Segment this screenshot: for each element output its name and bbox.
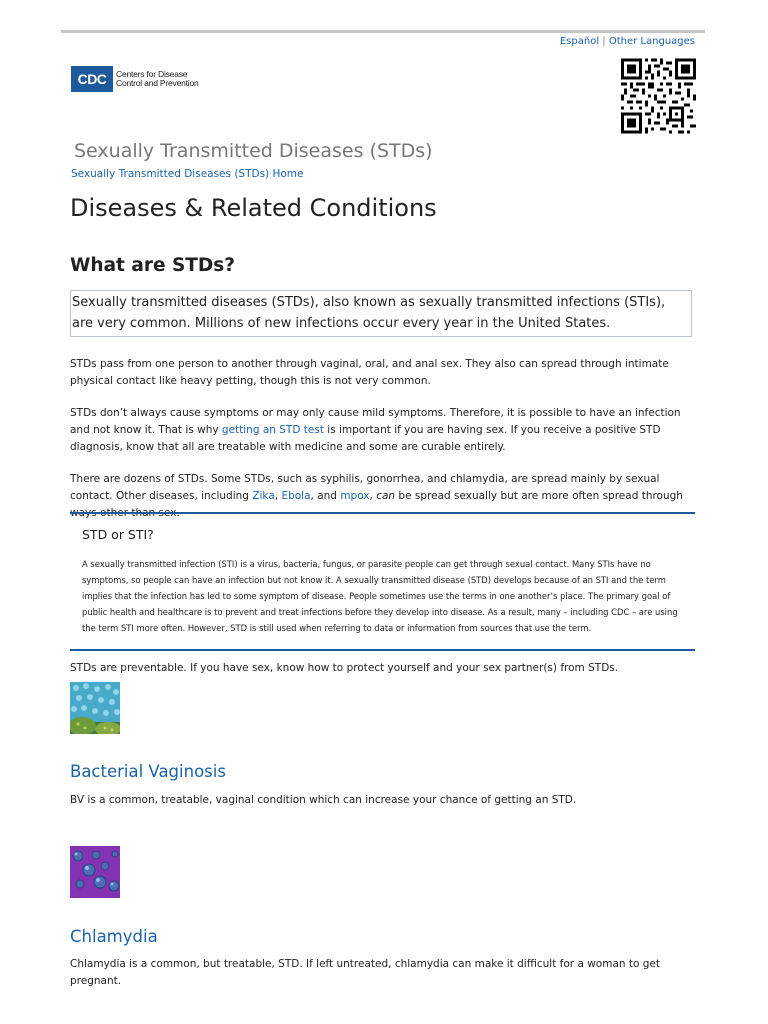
- bacterial-vaginosis-link[interactable]: Bacterial Vaginosis: [70, 762, 226, 781]
- cdc-logo-mark: CDC: [71, 66, 113, 92]
- separator: ,: [369, 490, 377, 502]
- separator: , and: [310, 490, 341, 502]
- callout-body: A sexually transmitted infection (STI) is a virus, bacteria, fungus, or parasite people can get through sexual contact. Many STIs have no symptoms, so people can have an infection but not know it. A sexually transmitted disease (STD) develops because of an STI and the term implies that the infection has led to some symptom of disease. People sometimes use the terms in one another’s place. The primary goal of public health and healthcare is to prevent and treat infections before they develop into disease. As a result, many – including CDC – are using the term STI more often. However, STD is still used when referring to data or information from sources that use the term.: [82, 559, 678, 633]
- paragraph-prevention: STDs are preventable. If you have sex, know how to protect yourself and your sex partner(s) from STDs.: [70, 662, 619, 674]
- logo-line-2: Control and Prevention: [116, 78, 199, 88]
- chlamydia-image[interactable]: [70, 846, 120, 898]
- other-languages-link[interactable]: Other Languages: [608, 36, 695, 47]
- paragraph-types-end: be spread sexually but are more often spread through ways other than sex.: [70, 490, 683, 519]
- paragraph-symptoms-end: is important if you are having sex. If you receive a positive STD diagnosis, know that all are treatable with medicine and some are curable entirely.: [70, 424, 661, 453]
- breadcrumb-home-link[interactable]: Sexually Transmitted Diseases (STDs) Home: [71, 168, 304, 180]
- language-separator: |: [602, 36, 606, 47]
- language-links: [560, 36, 695, 47]
- lead-paragraph: Sexually transmitted diseases (STDs), also known as sexually transmitted infections (STIs), are very common. Millions of new infections occur every year in the United States.: [70, 290, 692, 337]
- site-title: Sexually Transmitted Diseases (STDs): [74, 140, 433, 162]
- emphasis-can: can: [376, 490, 396, 502]
- logo-line-1: Centers for Disease: [116, 69, 188, 79]
- page-title: Diseases & Related Conditions: [70, 194, 437, 222]
- section-heading: What are STDs?: [70, 255, 235, 276]
- paragraph-types-start: There are dozens of STDs. Some STDs, such as syphilis, gonorrhea, and chlamydia, are spread mainly by sexual contact. Other diseases, including: [70, 473, 660, 502]
- callout-title: STD or STI?: [82, 527, 154, 542]
- bacterial-vaginosis-image[interactable]: [70, 682, 120, 734]
- paragraph-symptoms: [70, 405, 698, 456]
- qr-code-icon: [621, 58, 696, 134]
- std-test-link[interactable]: getting an STD test: [221, 424, 324, 436]
- std-or-sti-callout: [70, 512, 695, 651]
- zika-link[interactable]: Zika: [252, 490, 275, 502]
- paragraph-symptoms-start: STDs don’t always cause symptoms or may only cause mild symptoms. Therefore, it is possible to have an infection and not know it. That is why: [70, 407, 681, 436]
- separator: ,: [274, 490, 282, 502]
- ebola-link[interactable]: Ebola: [281, 490, 311, 502]
- top-divider: [61, 30, 705, 33]
- chlamydia-link[interactable]: Chlamydia: [70, 927, 158, 946]
- espanol-link[interactable]: Español: [559, 36, 600, 47]
- mpox-link[interactable]: mpox: [340, 490, 370, 502]
- cdc-logo[interactable]: [71, 66, 199, 92]
- paragraph-transmission: STDs pass from one person to another through vaginal, oral, and anal sex. They also can spread through intimate physical contact like heavy petting, though this is not very common.: [70, 358, 669, 387]
- chlamydia-description: Chlamydia is a common, but treatable, STD. If left untreated, chlamydia can make it difficult for a woman to get pregnant.: [70, 958, 660, 987]
- cdc-logo-text: [116, 70, 199, 88]
- bacterial-vaginosis-description: BV is a common, treatable, vaginal condition which can increase your chance of getting an STD.: [70, 794, 577, 806]
